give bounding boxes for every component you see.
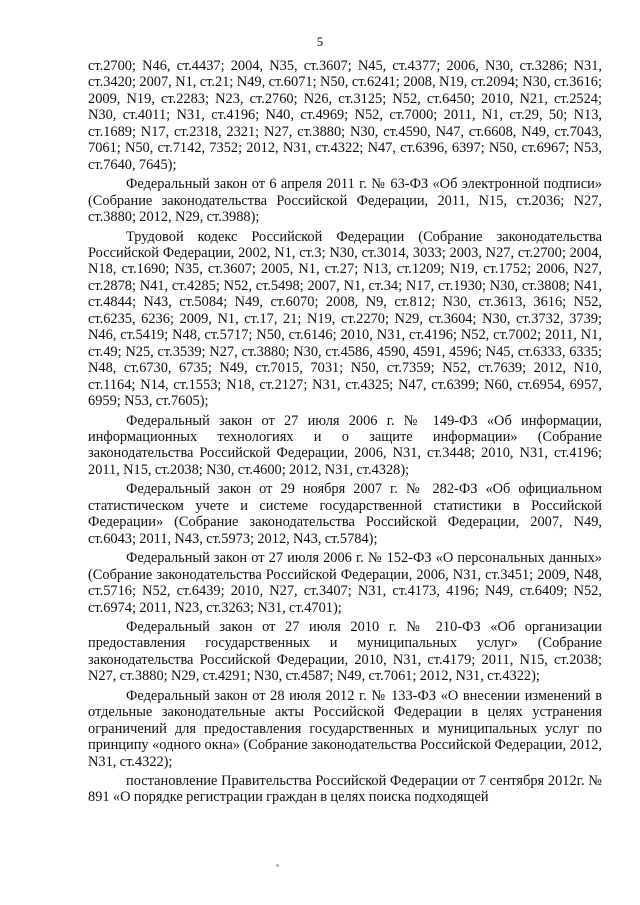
scan-speck [276,864,279,867]
paragraph-law-282-fz: Федеральный закон от 29 ноября 2007 г. № 282-ФЗ «Об официальном статистическом учете и системе государственной статистики в Российской Федерации» (Собрание законодательства Российской Федерации, 2007, N49, ст.6043; 2011, N43, ст.5973; 2012, N43, ст.5784); [88,481,602,547]
document-body [88,58,602,806]
paragraph-law-133-fz: Федеральный закон от 28 июля 2012 г. № 133-ФЗ «О внесении изменений в отдельные законодательные акты Российской Федерации в целях устранения ограничений для предоставления государственных и муниципальных услуг по принципу «одного окна» (Собрание законодательства Российской Федерации, 2012, N31, ст.4322); [88,687,602,770]
paragraph-law-210-fz: Федеральный закон от 27 июля 2010 г. № 210-ФЗ «Об организации предоставления государственных и муниципальных услуг» (Собрание законодательства Российской Федерации, 2010, N31, ст.4179; 2011, N15, ст.2038; N27, ст.3880; N29, ст.4291; N30, ст.4587; N49, ст.7061; 2012, N31, ст.4322); [88,618,602,685]
paragraph-law-63-fz: Федеральный закон от 6 апреля 2011 г. № 63-ФЗ «Об электронной подписи» (Собрание законодательства Российской Федерации, 2011, N15, ст.2036; N27, ст.3880; 2012, N29, ст.3988); [88,176,602,226]
paragraph-law-149-fz: Федеральный закон от 27 июля 2006 г. № 149-ФЗ «Об информации, информационных технологиях и о защите информации» (Собрание законодательства Российской Федерации, 2006, N31, ст.3448; 2010, N31, ст.4196; 2011, N15, ст.2038; N30, ст.4600; 2012, N31, ст.4328); [88,412,602,478]
paragraph-law-152-fz: Федеральный закон от 27 июля 2006 г. № 152-ФЗ «О персональных данных» (Собрание законодательства Российской Федерации, 2006, N31, ст.3451; 2009, N48, ст.5716; N52, ст.6439; 2010, N27, ст.3407; N31, ст.4173, 4196; N49, ст.6409; N52, ст.6974; 2011, N23, ст.3263; N31, ст.4701); [88,550,602,616]
paragraph-labor-code: Трудовой кодекс Российской Федерации (Собрание законодательства Российской Федерации, 2002, N1, ст.3; N30, ст.3014, 3033; 2003, N27, ст.2700; 2004, N18, ст.1690; N35, ст.3607; 2005, N1, ст.27; N13, ст.1209; N19, ст.1752; 2006, N27, ст.2878; N41, ст.4285; N52, ст.5498; 2007, N1, ст.34; N17, ст.1930; N30, ст.3808; N41, ст.4844; N43, ст.5084; N49, ст.6070; 2008, N9, ст.812; N30, ст.3613, 3616; N52, ст.6235, 6236; 2009, N1, ст.17, 21; N19, ст.2270; N29, ст.3604; N30, ст.3732, 3739; N46, ст.5419; N48, ст.5717; N50, ст.6146; 2010, N31, ст.4196; N52, ст.7002; 2011, N1, ст.49; N25, ст.3539; N27, ст.3880; N30, ст.4586, 4590, 4591, 4596; N45, ст.6333, 6335; N48, ст.6730, 6735; N49, ст.7015, 7031; N50, ст.7359; N52, ст.7639; 2012, N10, ст.1164; N14, ст.1553; N18, ст.2127; N31, ст.4325; N47, ст.6399; N60, ст.6954, 6957, 6959; N53, ст.7605); [88,228,602,410]
paragraph-continuation: ст.2700; N46, ст.4437; 2004, N35, ст.3607; N45, ст.4377; 2006, N30, ст.3286; N31, ст.3420; 2007, N1, ст.21; N49, ст.6071; N50, ст.6241; 2008, N19, ст.2094; N30, ст.3616; 2009, N19, ст.2283; N23, ст.2760; N26, ст.3125; N52, ст.6450; 2010, N21, ст.2524; N30, ст.4011; N31, ст.4196; N40, ст.4969; N52, ст.7000; 2011, N1, ст.29, 50; N13, ст.1689; N17, ст.2318, 2321; N27, ст.3880; N30, ст.4590, N47, ст.6608, N49, ст.7043, 7061; N50, ст.7142, 7352; 2012, N31, ст.4322; N47, ст.6396, 6397; N50, ст.6967; N53, ст.7640, 7645); [88,58,602,173]
page-number: 5 [316,34,324,49]
paragraph-resolution-891: постановление Правительства Российской Федерации от 7 сентября 2012г. № 891 «О порядке регистрации граждан в целях поиска подходящей [88,773,602,806]
